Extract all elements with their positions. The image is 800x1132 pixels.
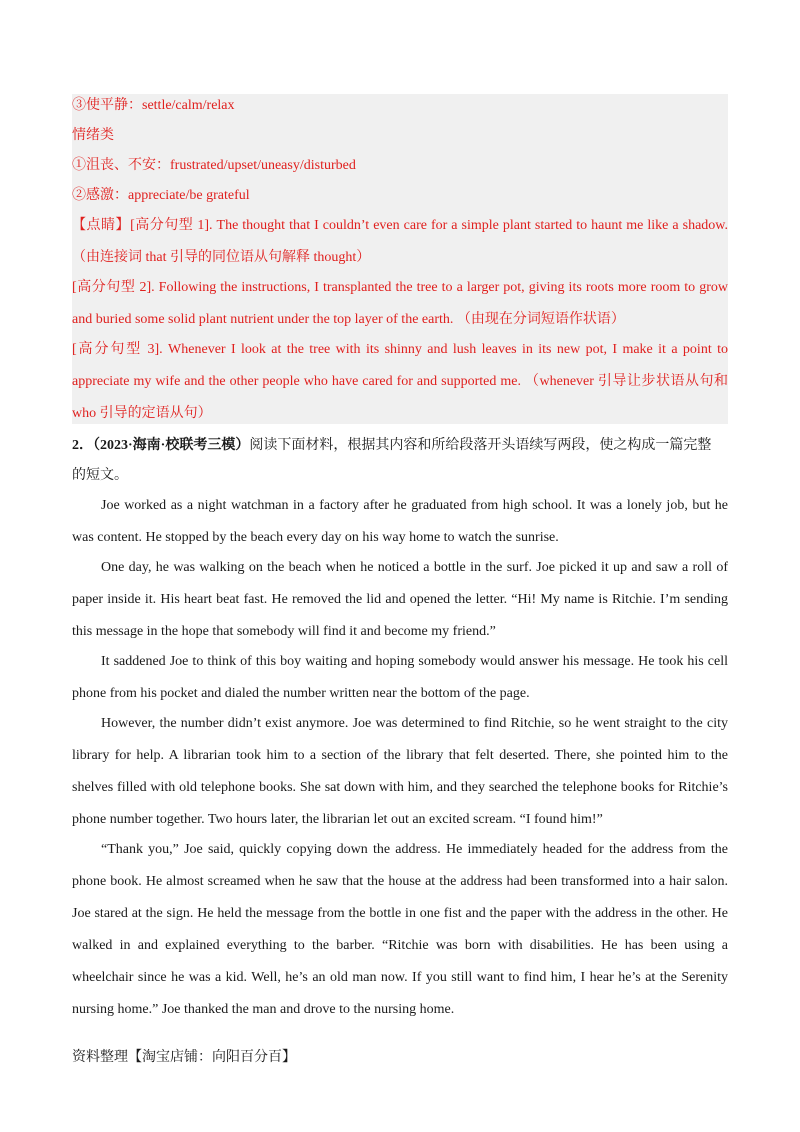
page-footer: 资料整理【淘宝店铺：向阳百分百】 [72,1050,296,1065]
note-line: 情绪类 [72,128,114,143]
note-line: ②感激：appreciate/be grateful [72,188,250,203]
passage-line: walked in and explained everything to the barber. “Ritchie was born with disabilities. He has been using a [72,938,728,953]
note-line: and buried some solid plant nutrient under the top layer of the earth. （由现在分词短语作状语） [72,312,625,327]
note-line: ①沮丧、不安：frustrated/upset/uneasy/disturbed [72,158,356,173]
question-heading [72,436,728,456]
passage-line: was content. He stopped by the beach every day on his way home to watch the sunrise. [72,530,559,545]
passage-line: “Thank you,” Joe said, quickly copying down the address. He immediately headed for the address from the [101,842,728,857]
passage-line: phone book. He almost screamed when he saw that the house at the address had been transformed into a hair salon. [72,874,728,889]
passage-line: However, the number didn’t exist anymore. Joe was determined to find Ritchie, so he went straight to the city [101,716,728,731]
question-number: 2． [72,438,93,453]
passage-line: library for help. A librarian took him to a section of the library that felt deserted. There, she pointed him to the [72,748,728,763]
note-line: ③使平静：settle/calm/relax [72,98,235,113]
note-line: appreciate my wife and the other people who have cared for and supported me. （whenever 引导让步状语从句和 [72,374,728,389]
note-line: [高分句型 2]. Following the instructions, I transplanted the tree to a larger pot, giving its roots more room to grow [72,280,728,295]
passage-line: phone from his pocket and dialed the number written near the bottom of the page. [72,686,530,701]
passage-line: Joe worked as a night watchman in a factory after he graduated from high school. It was a lonely job, but he [101,498,728,513]
note-line: （由连接词 that 引导的同位语从句解释 thought） [72,250,371,265]
note-line: 【点睛】[高分句型 1]. The thought that I couldn’t even care for a simple plant started to haunt me like a shadow. [72,218,728,233]
passage-line: wheelchair since he was a kid. Well, he’s an old man now. If you still want to find him, I hear he’s at the Serenity [72,970,728,985]
question-instruction: 阅读下面材料，根据其内容和所给段落开头语续写两段，使之构成一篇完整 [249,438,712,453]
passage-line: shelves filled with old telephone books. She sat down with him, and they searched the telephone books for Ritchie’s [72,780,728,795]
note-line: who 引导的定语从句） [72,406,212,421]
note-line: [高分句型 3]. Whenever I look at the tree with its shinny and lush leaves in its new pot, I make it a point to [72,342,728,357]
passage-line: nursing home.” Joe thanked the man and drove to the nursing home. [72,1002,455,1017]
passage-line: this message in the hope that somebody will find it and become my friend.” [72,624,496,639]
passage-line: paper inside it. His heart beat fast. He removed the lid and opened the letter. “Hi! My name is Ritchie. I’m sending [72,592,728,607]
passage-line: phone number together. Two hours later, the librarian let out an excited scream. “I found him!” [72,812,603,827]
passage-line: It saddened Joe to think of this boy waiting and hoping somebody would answer his message. He took his cell [101,654,728,669]
question-instruction-cont: 的短文。 [72,468,128,483]
question-source: （2023·海南·校联考三模） [93,438,250,453]
passage-line: One day, he was walking on the beach when he noticed a bottle in the surf. Joe picked it up and saw a roll of [101,560,728,575]
passage-line: Joe stared at the sign. He held the message from the bottle in one fist and the paper with the address in the other. He [72,906,728,921]
